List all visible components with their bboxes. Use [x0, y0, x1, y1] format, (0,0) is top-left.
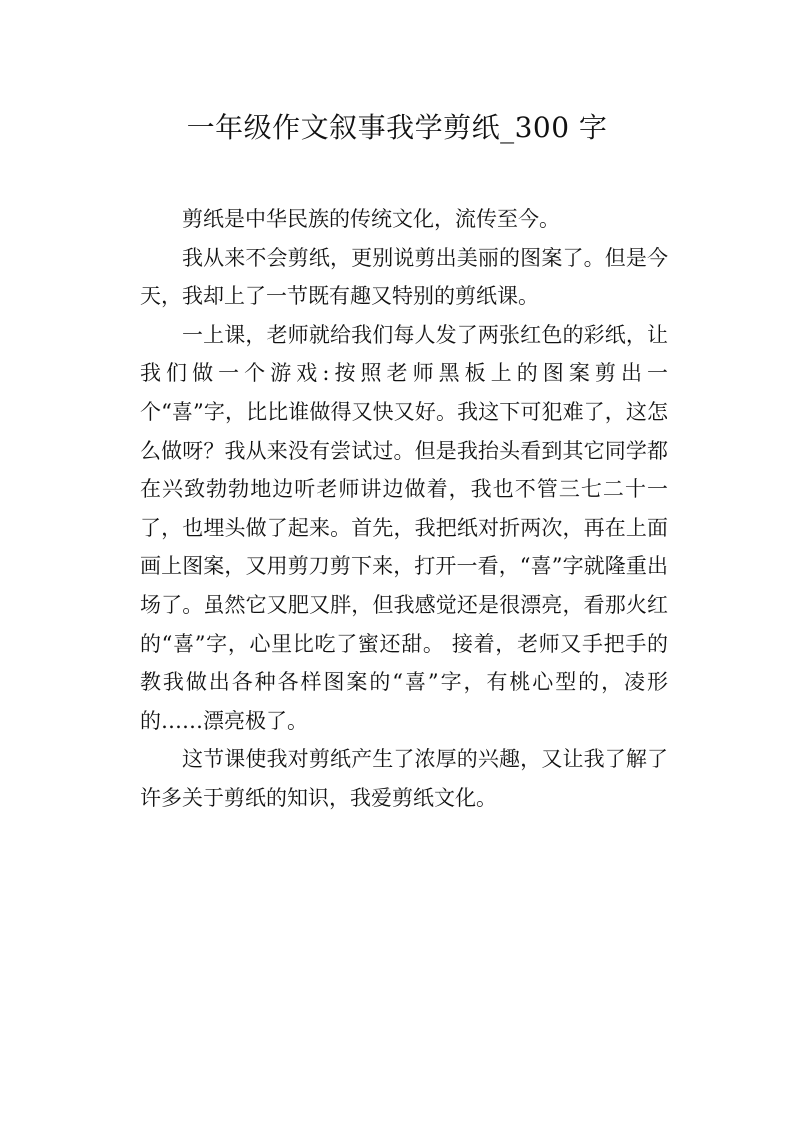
paragraph-1: 剪纸是中华民族的传统文化，流传至今。 — [182, 207, 560, 231]
paragraph-4: 这节课使我对剪纸产生了浓厚的兴趣，又让我了解了许多关于剪纸的知识，我爱剪纸文化。 — [140, 747, 668, 810]
paragraph-3: 一上课，老师就给我们每人发了两张红色的彩纸，让我们做一个游戏:按照老师黑板上的图案剪出一个“喜”字，比比谁做得又快又好。我这下可犯难了，这怎么做呀？我从来没有尝试过。但是我抬头看到其它同学都在兴致勃勃地边听老师讲边做着，我也不管三七二十一了，也埋头做了起来。首先，我把纸对折两次，再在上面画上图案，又用剪刀剪下来，打开一看，“喜”字就隆重出场了。虽然它又肥又胖，但我感觉还是很漂亮，看那火红的“喜”字，心里比吃了蜜还甜。 接着，老师又手把手的教我做出各种各样图案的“喜”字，有桃心型的，凌形的……漂亮极了。 — [140, 322, 668, 733]
document-title: 一年级作文叙事我学剪纸_300 字 — [186, 111, 608, 144]
paragraph-2: 我从来不会剪纸，更别说剪出美丽的图案了。但是今天，我却上了一节既有趣又特别的剪纸课。 — [140, 245, 668, 309]
document-body — [140, 200, 668, 818]
